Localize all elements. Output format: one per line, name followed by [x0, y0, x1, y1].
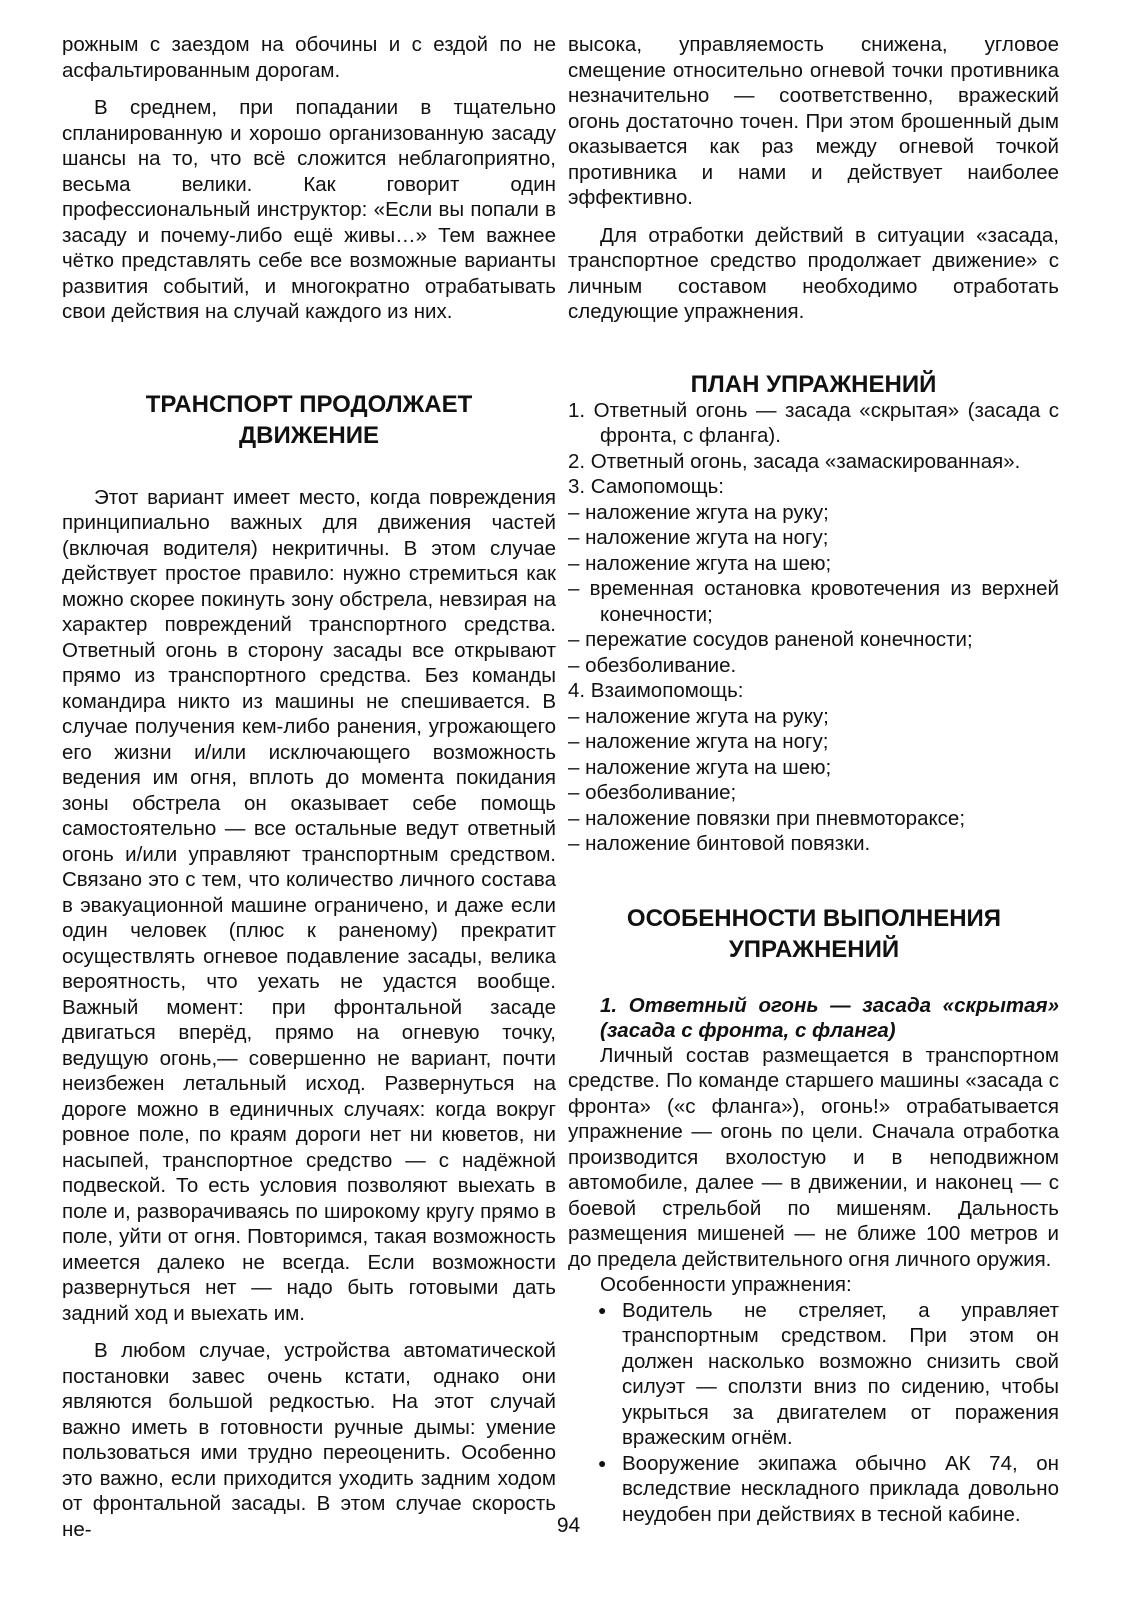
paragraph: Личный состав размещается в транспортном средстве. По команде старшего машины «засада с фронта» («с фланга»), огонь!» отрабатывается упражнение — огонь по цели. Сначала отработка производится вхолостую и в неподвижном автомобиле, далее — в движении, и наконец — с боевой стрельбой по мишеням. Дальность размещения мишеней — не ближе 100 метров и до предела действительного огня личного оружия. — [568, 1043, 1059, 1271]
paragraph: В среднем, при попадании в тщательно спланированную и хорошо организованную засаду шансы на то, что всё сложится неблагоприятно, весьма велики. Как говорит один профессиональный инструктор: «Если вы попали в засаду и почему-либо ещё живы…» Тем важнее чётко представлять себе все возможные варианты развития событий, и многократно отрабатывать свои действия на случай каждого из них. — [62, 96, 556, 323]
list-item: – пережатие сосудов раненой конечности; — [568, 628, 973, 651]
list-item: – временная остановка кровотечения из верхней конечности; — [568, 577, 1059, 626]
paragraph: Для отработки действий в ситуации «засада, транспортное средство продолжает движение» с личным составом необходимо отработать следующие упражнения. — [568, 223, 1059, 323]
paragraph: Этот вариант имеет место, когда повреждения принципиально важных для движения частей (включая водителя) некритичны. В этом случае действует простое правило: нужно стремиться как можно скорее покинуть зону обстрела, невзирая на характер повреждений транспортного средства. Ответный огонь в сторону засады все открывают прямо из транспортного средства. Без команды командира никто из машины не спешивается. В случае получения кем-либо ранения, угрожающего его жизни и/или исключающего возможность ведения им огня, вплоть до момента покидания зоны обстрела он оказывает себе помощь самостоятельно — все остальные ведут ответный огонь и/или управляют транспортным средством. Связано это с тем, что количество личного состава в эвакуационной машине ограничено, и даже если один человек (плюс к раненому) прекратит осуществлять огневое подавление засады, велика вероятность, что уехать не удастся вообще. Важный момент: при фронтальной засаде двигаться вперёд, прямо на огневую точку, ведущую огонь,— совершенно не вариант, почти неизбежен летальный исход. Развернуться на дороге можно в единичных случаях: когда вокруг ровное поле, по краям дороги нет ни кюветов, ни насыпей, транспортное средство — с надёжной подвеской. То есть условия позволяют выехать в поле и, разворачиваясь по широкому кругу прямо в поле, уйти от огня. Повторимся, такая возможность имеется далеко не всегда. Если возможности развернуться нет — надо быть готовыми дать задний ход и выехать им. — [62, 485, 556, 1325]
list-item: – наложение жгута на руку; — [568, 704, 829, 728]
left-column — [62, 32, 556, 1542]
list-item: – наложение жгута на ногу; — [568, 730, 829, 753]
list-item: – обезболивание. — [568, 653, 737, 677]
list-item: – наложение жгута на шею; — [568, 755, 832, 779]
bullet-item: ● Водитель не стреляет, а управляет транспортным средством. При этом он должен насколько возможно снизить свой силуэт — сползти вниз по сидению, чтобы укрыться за двигателем от поражения вражеским огнём. — [568, 1298, 1059, 1451]
plan-list — [568, 398, 1059, 857]
features-heading: ОСОБЕННОСТИ ВЫПОЛНЕНИЯ УПРАЖНЕНИЙ — [626, 904, 1002, 963]
list-item: 1. Ответный огонь — засада «скрытая» (засада с фронта, с фланга). — [568, 398, 1059, 447]
list-item: 4. Взаимопомощь: — [568, 679, 744, 702]
plan-heading: ПЛАН УПРАЖНЕНИЙ — [690, 370, 937, 398]
page-number: 94 — [556, 1514, 581, 1537]
list-item: – наложение жгута на шею; — [568, 551, 832, 575]
list-item: – наложение повязки при пневмотораксе; — [568, 806, 966, 830]
paragraph: Особенности упражнения: — [600, 1273, 852, 1296]
paragraph: высока, управляемость снижена, угловое смещение относительно огневой точки противника незначительно — соответственно, вражеский огонь достаточно точен. При этом брошенный дым оказывается как раз между огневой точкой противника и нами и действует наиболее эффективно. — [568, 33, 1059, 209]
list-item: 2. Ответный огонь, засада «замаскированная». — [568, 449, 1021, 473]
right-column — [568, 32, 1059, 1527]
subsection-heading: 1. Ответный огонь — засада «скрытая» (засада с фронта, с фланга) — [600, 993, 1059, 1042]
paragraph: рожным с заездом на обочины и с ездой по не асфальтированным дорогам. — [62, 33, 556, 82]
list-item: – обезболивание; — [568, 781, 737, 804]
paragraph: В любом случае, устройства автоматической постановки завес очень кстати, однако они являются большой редкостью. На этот случай важно иметь в готовности ручные дымы: умение пользоваться ими трудно переоценить. Особенно это важно, если приходится уходить задним ходом от фронтальной засады. В этом случае скорость не- — [62, 1339, 556, 1541]
list-item: – наложение жгута на руку; — [568, 500, 829, 524]
list-item: – наложение бинтовой повязки. — [568, 832, 871, 855]
bullet-item: ● Вооружение экипажа обычно АК 74, он вследствие нескладного приклада довольно неудобен при действиях в тесной кабине. — [568, 1451, 1059, 1528]
list-item: 3. Самопомощь: — [568, 475, 724, 498]
list-item: – наложение жгута на ногу; — [568, 526, 829, 549]
section-heading: ТРАНСПОРТ ПРОДОЛЖАЕТ ДВИЖЕНИЕ — [145, 390, 473, 449]
